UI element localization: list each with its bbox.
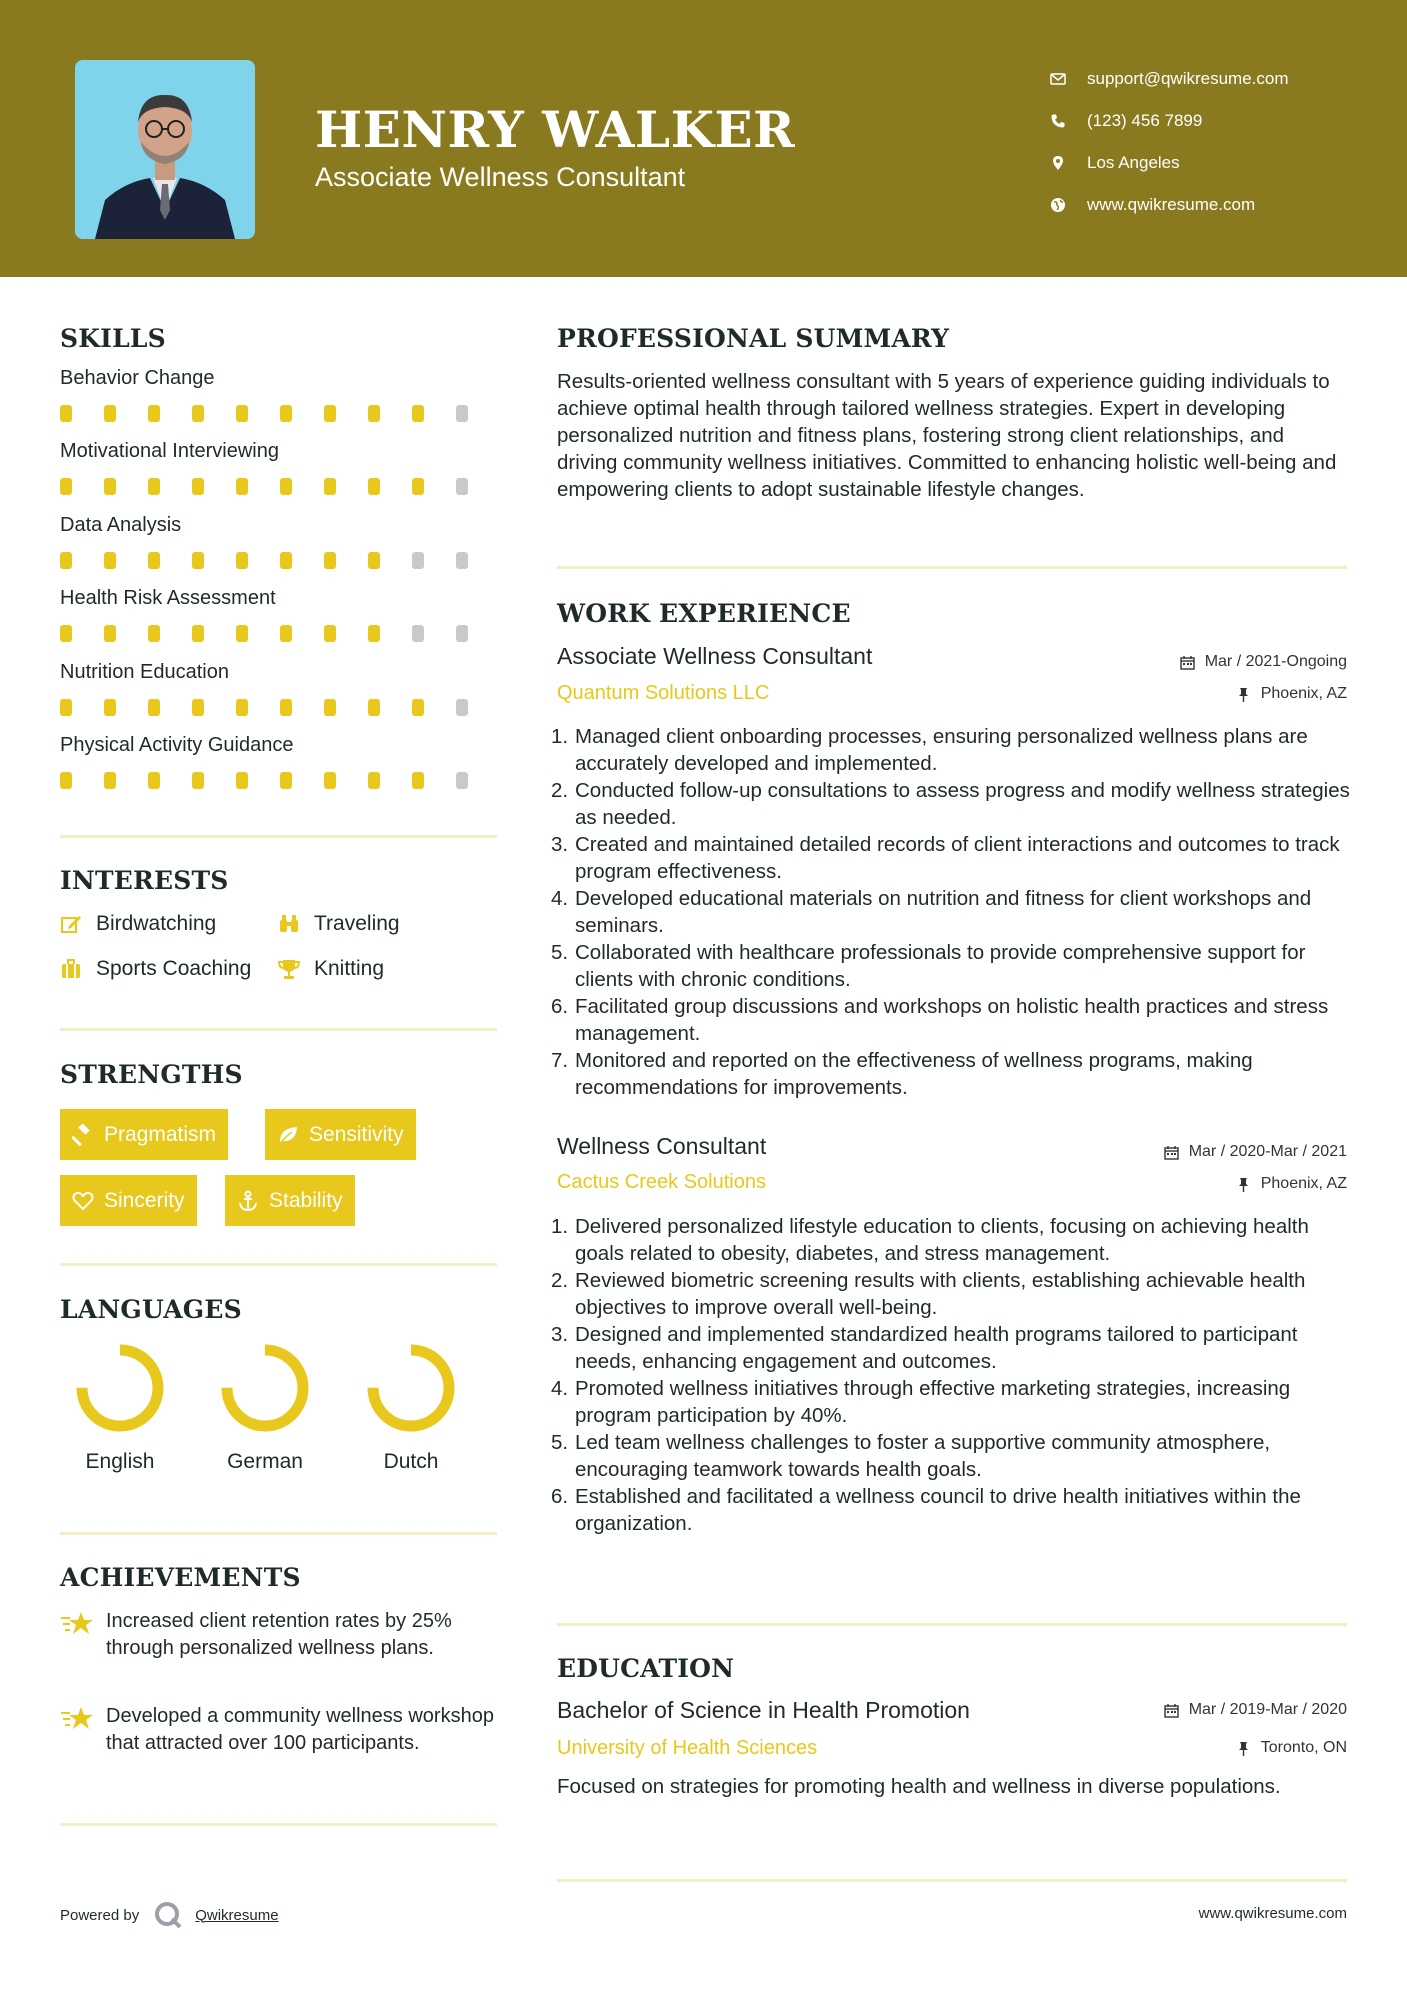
skill-dot [236,625,248,642]
job-location [1236,1175,1347,1193]
skill-name: Health Risk Assessment [60,587,276,610]
interest-label: Traveling [314,912,400,935]
profile-photo [75,60,255,239]
skill-dot [280,625,292,642]
skill-dot [456,552,468,569]
bullet-item: 6. Established and facilitated a wellness council to drive health initiatives within the organization. [551,1485,1301,1535]
interest-item [278,912,400,936]
skill-rating [60,478,500,495]
star-icon [60,1610,94,1638]
phone-icon [1050,113,1087,129]
skill-rating [60,405,500,422]
education-description: Focused on strategies for promoting health and wellness in diverse populations. [557,1775,1281,1798]
skill-dot [368,478,380,495]
bullet-text: Led team wellness challenges to foster a supportive community atmosphere, encouraging teamwork towards health goals. [575,1431,1271,1481]
contact-phone-text: (123) 456 7899 [1087,111,1203,130]
divider [557,566,1347,569]
summary-text: Results-oriented wellness consultant with 5 years of experience guiding individuals to achieve optimal health through tailored wellness strategies. Expert in developing personalized nutrition and fitness plans, fostering strong client relationships, and driving community wellness initiatives. Committed to enhancing holistic well-being and empowering clients to adopt sustainable lifestyle changes. [557,370,1337,501]
bullet-text: Facilitated group discussions and workshops on holistic health practices and stress management. [575,995,1329,1045]
summary-heading: PROFESSIONAL SUMMARY [557,324,950,353]
bullet-text: Delivered personalized lifestyle education to clients, focusing on achieving health goals related to obesity, diabetes, and stress management. [575,1215,1309,1265]
divider [60,1823,497,1826]
education-dates [1164,1701,1347,1719]
company-name: Quantum Solutions LLC [557,682,770,704]
skill-dot [412,478,424,495]
bullet-item: 2. Conducted follow-up consultations to assess progress and modify wellness strategies as needed. [551,779,1350,829]
skill-dot [148,478,160,495]
interest-item [60,957,251,981]
skill-dot [236,552,248,569]
skill-dot [236,405,248,422]
bullet-item: 6. Facilitated group discussions and workshops on holistic health practices and stress management. [551,995,1329,1045]
job-bullets [551,1213,1357,1537]
language-progress-ring [205,1338,325,1438]
bullet-text: Created and maintained detailed records of client interactions and outcomes to track program effectiveness. [575,833,1340,883]
skill-dot [280,699,292,716]
contact-info [1050,58,1390,226]
skill-dot [236,772,248,789]
calendar-icon [1164,1145,1179,1160]
job-bullets [551,723,1357,1101]
strength-label: Stability [269,1188,343,1212]
bullet-text: Developed educational materials on nutrition and fitness for client workshops and seminars. [575,887,1312,937]
skill-dot [280,772,292,789]
skill-dot [192,772,204,789]
experience-heading: WORK EXPERIENCE [557,599,851,628]
job-location-text: Phoenix, AZ [1260,1175,1347,1192]
skill-item [60,734,500,789]
job-dates [1180,653,1347,671]
achievement-text: Increased client retention rates by 25% through personalized wellness plans. [106,1610,452,1659]
skill-dot [148,772,160,789]
skill-dot [60,772,72,789]
skill-dot [280,478,292,495]
job-dates [1164,1143,1347,1161]
bullet-item: 5. Collaborated with healthcare professionals to provide comprehensive support for clients with chronic conditions. [551,941,1306,991]
skill-dot [280,405,292,422]
language-progress-arc [373,1350,449,1426]
bullet-text: Monitored and reported on the effectiveness of wellness programs, making recommendations for improvements. [575,1049,1253,1099]
skill-dot [280,552,292,569]
strengths-heading: STRENGTHS [60,1060,243,1089]
skill-dot [148,405,160,422]
skill-dot [60,625,72,642]
email-icon [1050,71,1087,87]
skill-dot [456,478,468,495]
skill-dot [148,699,160,716]
contact-location-text: Los Angeles [1087,153,1180,172]
skill-dot [148,552,160,569]
star-icon [60,1705,94,1733]
divider [60,835,497,838]
heart-icon [72,1190,94,1212]
anchor-icon [237,1190,259,1212]
school-name: University of Health Sciences [557,1737,818,1759]
skill-dot [324,552,336,569]
language-label: Dutch [383,1450,439,1473]
interests-heading: INTERESTS [60,866,229,895]
pushpin-icon [1236,687,1251,702]
language-progress-ring [60,1338,180,1438]
divider [60,1028,497,1031]
skill-dot [456,625,468,642]
footer-powered-by [60,1900,279,1930]
languages-heading: LANGUAGES [60,1295,242,1324]
skill-name: Nutrition Education [60,660,229,683]
qwikresume-logo-icon [153,1900,183,1930]
job-location-text: Phoenix, AZ [1260,685,1347,702]
qwikresume-link[interactable]: Qwikresume [195,1906,279,1924]
bullet-text: Established and facilitated a wellness council to drive health initiatives within the organization. [575,1485,1301,1535]
contact-email[interactable] [1050,58,1390,100]
company-name: Cactus Creek Solutions [557,1171,766,1193]
skill-item [60,514,500,569]
bullet-text: Promoted wellness initiatives through effective marketing strategies, increasing program participation by 40%. [575,1377,1291,1427]
globe-icon [1050,197,1087,213]
skill-dot [60,405,72,422]
skill-item [60,587,500,642]
header-banner [0,0,1407,277]
skill-item [60,440,500,495]
skills-heading: SKILLS [60,324,166,353]
skill-dot [192,405,204,422]
candidate-name: HENRY WALKER [315,100,796,159]
skill-dot [412,405,424,422]
skill-dot [368,552,380,569]
bullet-text: Designed and implemented standardized health programs tailored to participant needs, enhancing engagement and outcomes. [575,1323,1298,1373]
bullet-text: Collaborated with healthcare professionals to provide comprehensive support for clients with chronic conditions. [575,941,1306,991]
skill-dot [324,478,336,495]
interest-item [278,957,384,981]
skill-rating [60,699,500,716]
bullet-item: 7. Monitored and reported on the effectiveness of wellness programs, making recommendations for improvements. [551,1049,1253,1099]
skill-dot [104,699,116,716]
skill-dot [104,405,116,422]
language-item [205,1338,325,1474]
job-title: Associate Wellness Consultant [557,643,873,669]
divider [557,1623,1347,1626]
edit-icon [60,913,82,935]
contact-website-text: www.qwikresume.com [1087,195,1256,214]
skill-dot [368,625,380,642]
language-label: German [227,1450,303,1473]
job-location [1236,685,1347,703]
divider [60,1263,497,1266]
skill-dot [456,699,468,716]
strength-badge [60,1109,228,1160]
bullet-item: 2. Reviewed biometric screening results with clients, establishing achievable health objectives to improve overall well-being. [551,1269,1306,1319]
skill-dot [412,552,424,569]
interest-label: Sports Coaching [96,957,252,980]
education-location-text: Toronto, ON [1260,1739,1347,1756]
achievements-heading: ACHIEVEMENTS [60,1563,301,1592]
skill-dot [412,625,424,642]
strength-badge [265,1109,416,1160]
achievement-item [60,1608,500,1662]
gavel-icon [72,1124,94,1146]
skill-dot [236,699,248,716]
skill-dot [236,478,248,495]
education-dates-text: Mar / 2019-Mar / 2020 [1188,1701,1347,1718]
skill-dot [192,699,204,716]
interest-label: Knitting [314,957,385,980]
skill-name: Physical Activity Guidance [60,734,294,756]
contact-website[interactable] [1050,184,1390,226]
bullet-text: Managed client onboarding processes, ensuring personalized wellness plans are accurately developed and implemented. [575,725,1308,775]
skill-dot [456,772,468,789]
strength-badge [225,1175,355,1226]
job-dates-text: Mar / 2020-Mar / 2021 [1188,1143,1347,1160]
bullet-item: 5. Led team wellness challenges to foster a supportive community atmosphere, encouraging teamwork towards health goals. [551,1431,1271,1481]
achievement-text: Developed a community wellness workshop that attracted over 100 participants. [106,1705,494,1754]
skill-rating [60,552,500,569]
strength-label: Sensitivity [309,1122,404,1146]
contact-phone[interactable] [1050,100,1390,142]
skill-dot [192,625,204,642]
pushpin-icon [1236,1177,1251,1192]
achievement-item [60,1703,500,1757]
skill-dot [412,772,424,789]
binoculars-icon [278,913,300,935]
trophy-icon [278,958,300,980]
skill-dot [368,699,380,716]
contact-location [1050,142,1390,184]
bullet-item: 3. Created and maintained detailed records of client interactions and outcomes to track program effectiveness. [551,833,1340,883]
degree-title: Bachelor of Science in Health Promotion [557,1697,970,1723]
strength-badge [60,1175,197,1226]
skill-dot [368,405,380,422]
bullet-item: 4. Developed educational materials on nutrition and fitness for client workshops and seminars. [551,887,1312,937]
skill-dot [104,772,116,789]
location-pin-icon [1050,155,1087,171]
divider [557,1879,1347,1882]
education-heading: EDUCATION [557,1654,735,1683]
strength-label: Pragmatism [104,1122,217,1146]
language-item [351,1338,471,1474]
skill-dot [192,478,204,495]
bullet-text: Reviewed biometric screening results with clients, establishing achievable health objectives to improve overall well-being. [575,1269,1306,1319]
skill-dot [60,478,72,495]
education-location [1236,1739,1347,1757]
skill-rating [60,772,500,789]
briefcase-icon [60,958,82,980]
skill-dot [104,552,116,569]
language-progress-arc [227,1350,303,1426]
candidate-title: Associate Wellness Consultant [315,162,686,192]
interest-label: Birdwatching [96,912,217,935]
job-title: Wellness Consultant [557,1133,767,1159]
divider [60,1532,497,1535]
language-progress-ring [351,1338,471,1438]
strength-label: Sincerity [104,1188,185,1212]
skill-item [60,661,500,716]
skill-rating [60,625,500,642]
skill-dot [104,478,116,495]
skill-dot [324,772,336,789]
skill-item [60,367,500,422]
skill-dot [324,405,336,422]
interest-item [60,912,216,936]
skill-dot [104,625,116,642]
skill-dot [60,699,72,716]
bullet-item: 3. Designed and implemented standardized health programs tailored to participant needs, enhancing engagement and outcomes. [551,1323,1298,1373]
language-progress-arc [82,1350,158,1426]
skill-dot [368,772,380,789]
bullet-text: Conducted follow-up consultations to assess progress and modify wellness strategies as needed. [575,779,1350,829]
skill-dot [412,699,424,716]
skill-dot [148,625,160,642]
calendar-icon [1180,655,1195,670]
powered-by-text: Powered by [60,1906,140,1924]
skill-dot [324,699,336,716]
calendar-icon [1164,1703,1179,1718]
skill-dot [60,552,72,569]
contact-email-text: support@qwikresume.com [1087,69,1289,88]
skill-dot [456,405,468,422]
skill-name: Behavior Change [60,367,215,389]
skill-name: Motivational Interviewing [60,440,279,463]
pushpin-icon [1236,1741,1251,1756]
bullet-item: 4. Promoted wellness initiatives through effective marketing strategies, increasing program participation by 40%. [551,1377,1291,1427]
footer-url[interactable]: www.qwikresume.com [1198,1905,1347,1922]
bullet-item: 1. Delivered personalized lifestyle education to clients, focusing on achieving health goals related to obesity, diabetes, and stress management. [551,1215,1309,1265]
job-dates-text: Mar / 2021-Ongoing [1204,653,1347,670]
skill-dot [324,625,336,642]
language-item [60,1338,180,1474]
leaf-icon [277,1124,299,1146]
language-label: English [85,1450,155,1473]
bullet-item: 1. Managed client onboarding processes, ensuring personalized wellness plans are accurately developed and implemented. [551,725,1308,775]
skill-name: Data Analysis [60,513,182,536]
skill-dot [192,552,204,569]
